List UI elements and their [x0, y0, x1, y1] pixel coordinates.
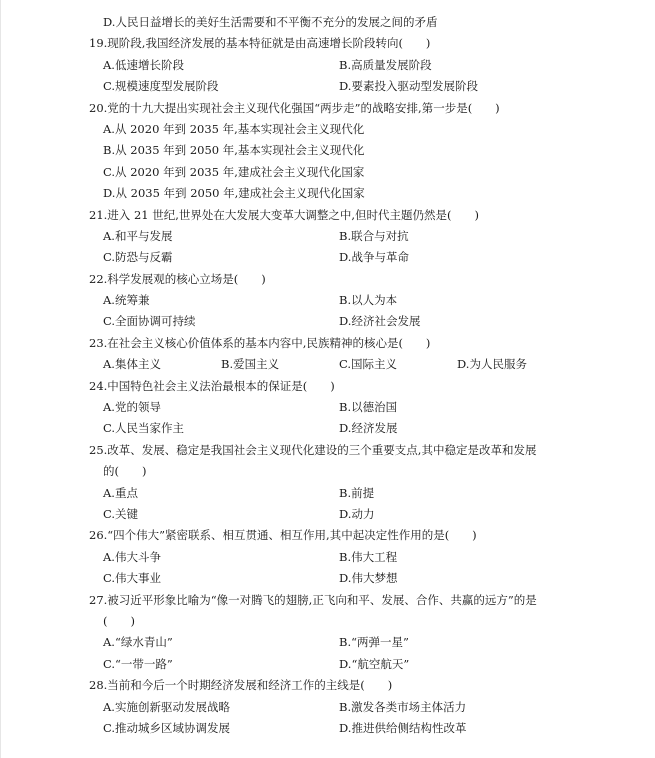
q20-option-b: B.从 2035 年到 2050 年,基本实现社会主义现代化: [103, 143, 365, 158]
q27-stem-row: [89, 590, 569, 611]
q21-option-row-2: [89, 247, 569, 268]
q26-option-b: B.伟大工程: [339, 549, 398, 564]
q22-option-c: C.全面协调可持续: [103, 314, 196, 329]
q28-option-c: C.推动城乡区域协调发展: [103, 720, 231, 735]
question-list: [89, 12, 569, 739]
q23-option-row: [89, 354, 569, 375]
q23-option-a: A.集体主义: [103, 357, 161, 372]
q19-option-a: A.低速增长阶段: [103, 57, 184, 72]
q23-option-d: D.为人民服务: [457, 357, 527, 372]
q24-option-c: C.人民当家作主: [103, 421, 185, 436]
q21-option-a: A.和平与发展: [103, 228, 173, 243]
q19-option-row-2: [89, 76, 569, 97]
q22-stem: 22.科学发展观的核心立场是( ): [89, 271, 266, 286]
q24-stem: 24.中国特色社会主义法治最根本的保证是( ): [89, 378, 335, 393]
q18-option-d: D.人民日益增长的美好生活需要和不平衡不充分的发展之间的矛盾: [103, 15, 438, 29]
q22-option-row-1: [89, 290, 569, 311]
q27-option-a: A.“绿水青山”: [103, 635, 173, 650]
q23-stem-row: [89, 333, 569, 354]
q24-option-row-1: [89, 397, 569, 418]
q25-stem-row: [89, 440, 569, 461]
q20-option-row-c: [89, 162, 569, 183]
q25-option-row-1: [89, 483, 569, 504]
q26-option-d: D.伟大梦想: [339, 571, 398, 586]
q25-option-b: B.前提: [339, 485, 375, 500]
q22-stem-row: [89, 269, 569, 290]
q20-stem-row: [89, 98, 569, 119]
q24-stem-row: [89, 376, 569, 397]
q18-option-row: [89, 12, 569, 33]
q20-stem: 20.党的十九大提出实现社会主义现代化强国“两步走”的战略安排,第一步是( ): [89, 100, 500, 115]
q19-option-d: D.要素投入驱动型发展阶段: [339, 79, 478, 94]
q21-stem-row: [89, 205, 569, 226]
q22-option-row-2: [89, 311, 569, 332]
q26-option-a: A.伟大斗争: [103, 549, 161, 564]
q27-option-c: C.“一带一路”: [103, 656, 173, 671]
q28-option-row-2: [89, 718, 569, 739]
q19-stem: 19.现阶段,我国经济发展的基本特征就是由高速增长阶段转向( ): [89, 36, 431, 51]
q25-stem-row-2: [89, 461, 569, 482]
q27-stem-row-2: [89, 611, 569, 632]
q27-option-d: D.“航空航天”: [339, 656, 410, 671]
q20-option-row-a: [89, 119, 569, 140]
q26-option-c: C.伟大事业: [103, 571, 162, 586]
q28-stem-row: [89, 675, 569, 696]
q19-stem-row: [89, 33, 569, 54]
q26-option-row-1: [89, 547, 569, 568]
q19-option-b: B.高质量发展阶段: [339, 57, 432, 72]
q27-stem-continued: ( ): [103, 613, 135, 628]
q25-option-a: A.重点: [103, 485, 138, 500]
q21-stem: 21.进入 21 世纪,世界处在大发展大变革大调整之中,但时代主题仍然是( ): [89, 207, 480, 222]
q20-option-row-b: [89, 140, 569, 161]
q22-option-b: B.以人为本: [339, 293, 398, 308]
q25-stem-continued: 的( ): [103, 464, 147, 479]
q28-option-b: B.激发各类市场主体活力: [339, 699, 467, 714]
q24-option-row-2: [89, 418, 569, 439]
q23-stem: 23.在社会主义核心价值体系的基本内容中,民族精神的核心是( ): [89, 335, 431, 350]
q26-option-row-2: [89, 568, 569, 589]
q24-option-b: B.以德治国: [339, 400, 398, 415]
q26-stem-row: [89, 525, 569, 546]
q27-option-row-1: [89, 632, 569, 653]
q21-option-c: C.防恐与反霸: [103, 250, 173, 265]
q20-option-a: A.从 2020 年到 2035 年,基本实现社会主义现代化: [103, 121, 365, 136]
q25-stem: 25.改革、发展、稳定是我国社会主义现代化建设的三个重要支点,其中稳定是改革和发展: [89, 442, 537, 457]
q28-option-a: A.实施创新驱动发展战略: [103, 699, 230, 714]
q21-option-b: B.联合与对抗: [339, 228, 409, 243]
q20-option-d: D.从 2035 年到 2050 年,建成社会主义现代化国家: [103, 186, 365, 201]
q27-option-b: B.“两弹一星”: [339, 635, 409, 650]
q20-option-row-d: [89, 183, 569, 204]
q25-option-c: C.关键: [103, 506, 139, 521]
q20-option-c: C.从 2020 年到 2035 年,建成社会主义现代化国家: [103, 164, 365, 179]
q21-option-d: D.战争与革命: [339, 250, 409, 265]
q24-option-d: D.经济发展: [339, 421, 398, 436]
q28-stem: 28.当前和今后一个时期经济发展和经济工作的主线是( ): [89, 678, 393, 693]
q19-option-c: C.规模速度型发展阶段: [103, 79, 219, 94]
q26-stem: 26.“四个伟大”紧密联系、相互贯通、相互作用,其中起决定性作用的是( ): [89, 528, 477, 543]
q22-option-d: D.经济社会发展: [339, 314, 421, 329]
q23-option-b: B.爱国主义: [221, 357, 280, 372]
q21-option-row-1: [89, 226, 569, 247]
q25-option-d: D.动力: [339, 506, 375, 521]
q24-option-a: A.党的领导: [103, 400, 161, 415]
q27-option-row-2: [89, 654, 569, 675]
q27-stem: 27.被习近平形象比喻为“像一对腾飞的翅膀,正飞向和平、发展、合作、共赢的远方”的是: [89, 592, 537, 607]
q19-option-row-1: [89, 55, 569, 76]
q25-option-row-2: [89, 504, 569, 525]
q23-option-c: C.国际主义: [339, 357, 398, 372]
q28-option-d: D.推进供给侧结构性改革: [339, 720, 467, 735]
q28-option-row-1: [89, 697, 569, 718]
q22-option-a: A.统筹兼: [103, 293, 150, 308]
